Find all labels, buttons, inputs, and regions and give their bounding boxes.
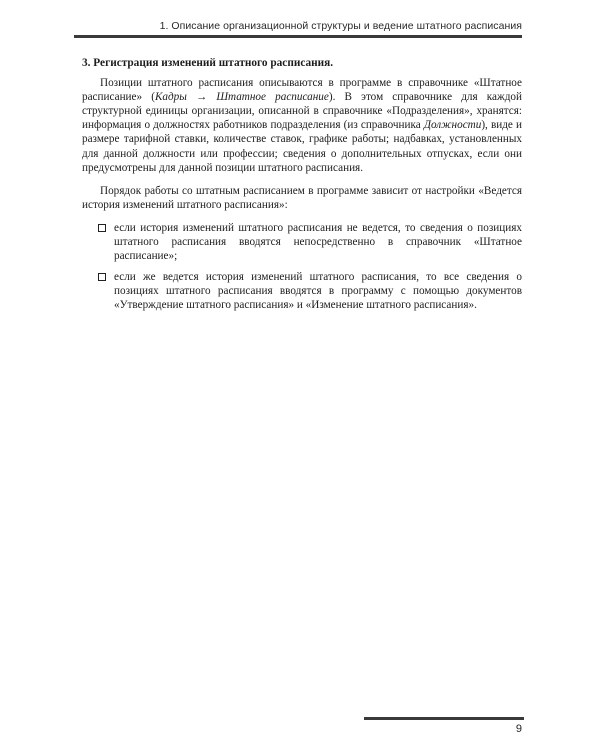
list-item	[82, 221, 522, 263]
reference-name: Должности	[423, 119, 482, 132]
footer-rule	[364, 717, 524, 720]
settings-paragraph: Порядок работы со штатным расписанием в программе зависит от настройки «Ведется история изменений штатного расписания»:	[82, 184, 522, 211]
bullet-list	[82, 221, 522, 313]
square-bullet-icon	[98, 224, 106, 232]
menu-path: Кадры → Штатное расписание	[154, 91, 329, 104]
running-header: 1. Описание организационной структуры и ведение штатного расписания	[159, 20, 522, 32]
intro-text-part-1: Позиции штатного расписания описываются в программе в справочнике «Штатное расписание» (	[82, 77, 522, 104]
section-heading: 3. Регистрация изменений штатного расписания.	[82, 57, 334, 69]
intro-text-part-2: ). В этом справочнике для каждой структурной единицы организации, описанной в справочнике «Подразделения», хранятся: информация о должностях работников подразделения (из справочника	[82, 91, 522, 132]
page-number: 9	[515, 723, 522, 735]
bullet-text: если же ведется история изменений штатного расписания, то все сведения о позициях штатного расписания вводятся в программу с помощью документов «Утверждение штатного расписания» и «Изменение штатного расписания».	[114, 271, 522, 312]
header-rule	[74, 35, 522, 38]
page-content	[82, 56, 522, 320]
intro-paragraph	[82, 76, 522, 175]
intro-text-part-3: ), виде и размере тарифной ставки, количестве ставок, графике работы; надбавках, установленных для данной должности или профессии; сведения о дополнительных отпусках, если они предусмотрены для данной позиции штатного расписания.	[82, 119, 522, 174]
square-bullet-icon	[98, 273, 106, 281]
bullet-text: если история изменений штатного расписания не ведется, то сведения о позициях штатного расписания вводятся непосредственно в справочник «Штатное расписание»;	[114, 221, 522, 263]
list-item	[82, 270, 522, 312]
